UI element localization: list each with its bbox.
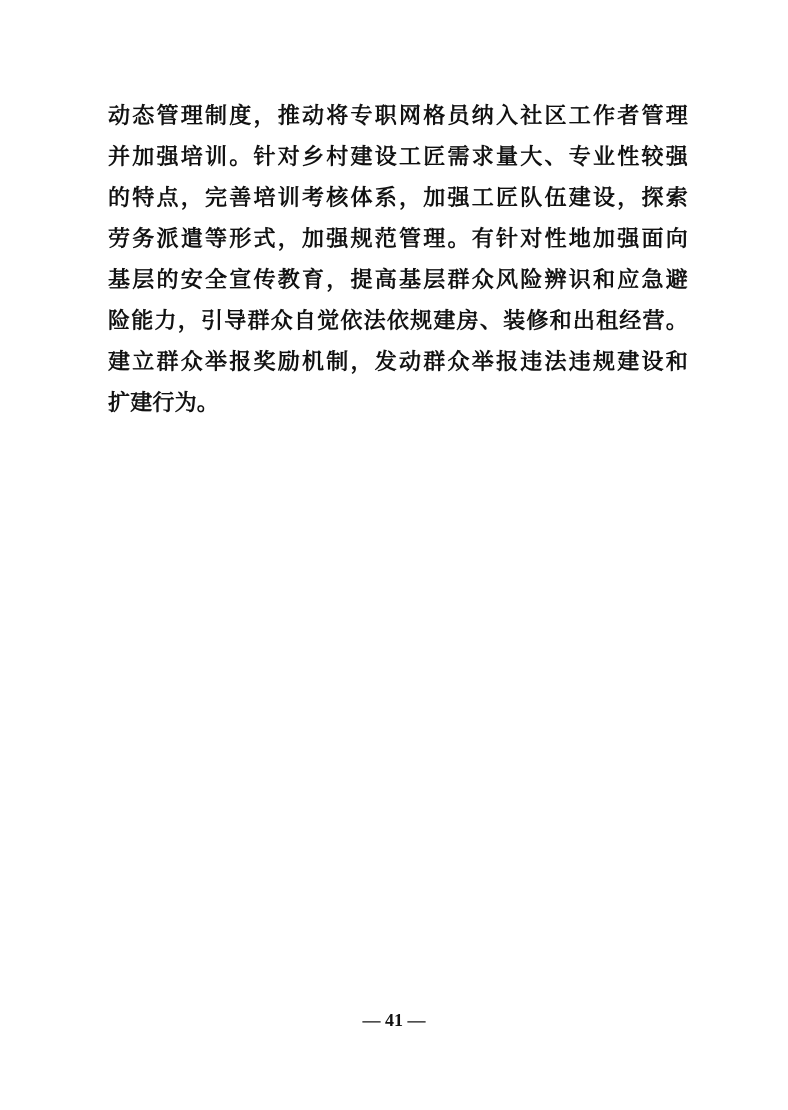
text-line: 动态管理制度，推动将专职网格员纳入社区工作者管理 bbox=[108, 103, 688, 129]
text-line: 基层的安全宣传教育，提高基层群众风险辨识和应急避 bbox=[108, 267, 688, 293]
text-line: 扩建行为。 bbox=[108, 390, 220, 416]
text-line: 劳务派遣等形式，加强规范管理。有针对性地加强面向 bbox=[108, 226, 688, 252]
text-line: 并加强培训。针对乡村建设工匠需求量大、专业性较强 bbox=[108, 144, 688, 170]
text-line: 建立群众举报奖励机制，发动群众举报违法违规建设和 bbox=[108, 349, 688, 375]
page-number: — 41 — bbox=[362, 1010, 426, 1030]
body-paragraph bbox=[108, 96, 688, 424]
text-line: 险能力，引导群众自觉依法依规建房、装修和出租经营。 bbox=[108, 308, 688, 334]
text-line: 的特点，完善培训考核体系，加强工匠队伍建设，探索 bbox=[108, 185, 688, 211]
